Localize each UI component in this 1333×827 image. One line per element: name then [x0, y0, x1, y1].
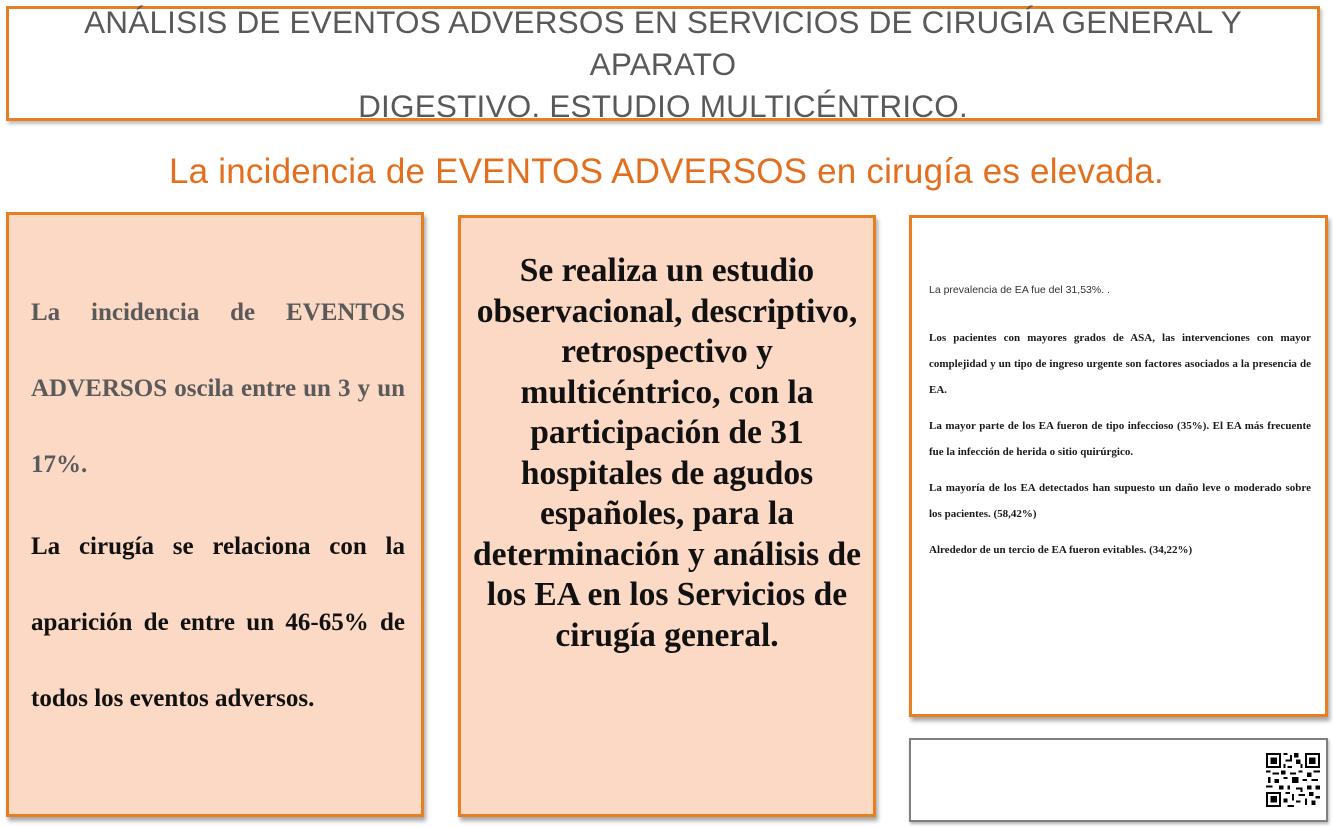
- finding-risk-factors: Los pacientes con mayores grados de ASA, las intervenciones con mayor complejidad y un tipo de ingreso urgente son factores asociados a la presencia de EA.: [929, 332, 1311, 396]
- methods-text: Se realiza un estudio observacional, descriptivo, retrospectivo y multicéntrico, con la participación de 31 hospitales de agudos españoles, para la determinación y análisis de los EA en los Servicios de cirugía general.: [472, 252, 862, 654]
- methods-panel: [458, 215, 876, 817]
- poster-subtitle: La incidencia de EVENTOS ADVERSOS en cirugía es elevada.: [169, 152, 1164, 191]
- introduction-panel: [6, 212, 424, 817]
- poster-title: [9, 1, 1317, 127]
- finding-infection-type: La mayor parte de los EA fueron de tipo infeccioso (35%). El EA más frecuente fue la infección de herida o sitio quirúrgico.: [929, 420, 1311, 458]
- qr-code-icon[interactable]: [1266, 753, 1320, 807]
- prevalence-text: La prevalencia de EA fue del 31,53%. .: [929, 284, 1110, 296]
- surgery-relation-paragraph: La cirugía se relaciona con la aparición de entre un 46-65% de todos los eventos adversos.: [31, 533, 405, 712]
- finding-avoidable: Alrededor de un tercio de EA fueron evitables. (34,22%): [929, 544, 1193, 556]
- title-box: [6, 3, 1320, 124]
- results-panel: [909, 215, 1328, 717]
- poster-title-line-2: DIGESTIVO. ESTUDIO MULTICÉNTRICO.: [358, 87, 968, 124]
- qr-panel: [909, 738, 1328, 822]
- finding-damage-severity: La mayoría de los EA detectados han supuesto un daño leve o moderado sobre los pacientes. (58,42%): [929, 482, 1311, 520]
- poster-title-line-1: ANÁLISIS DE EVENTOS ADVERSOS EN SERVICIOS DE CIRUGÍA GENERAL Y APARATO: [84, 3, 1242, 82]
- incidence-paragraph: La incidencia de EVENTOS ADVERSOS oscila entre un 3 y un 17%.: [31, 299, 405, 478]
